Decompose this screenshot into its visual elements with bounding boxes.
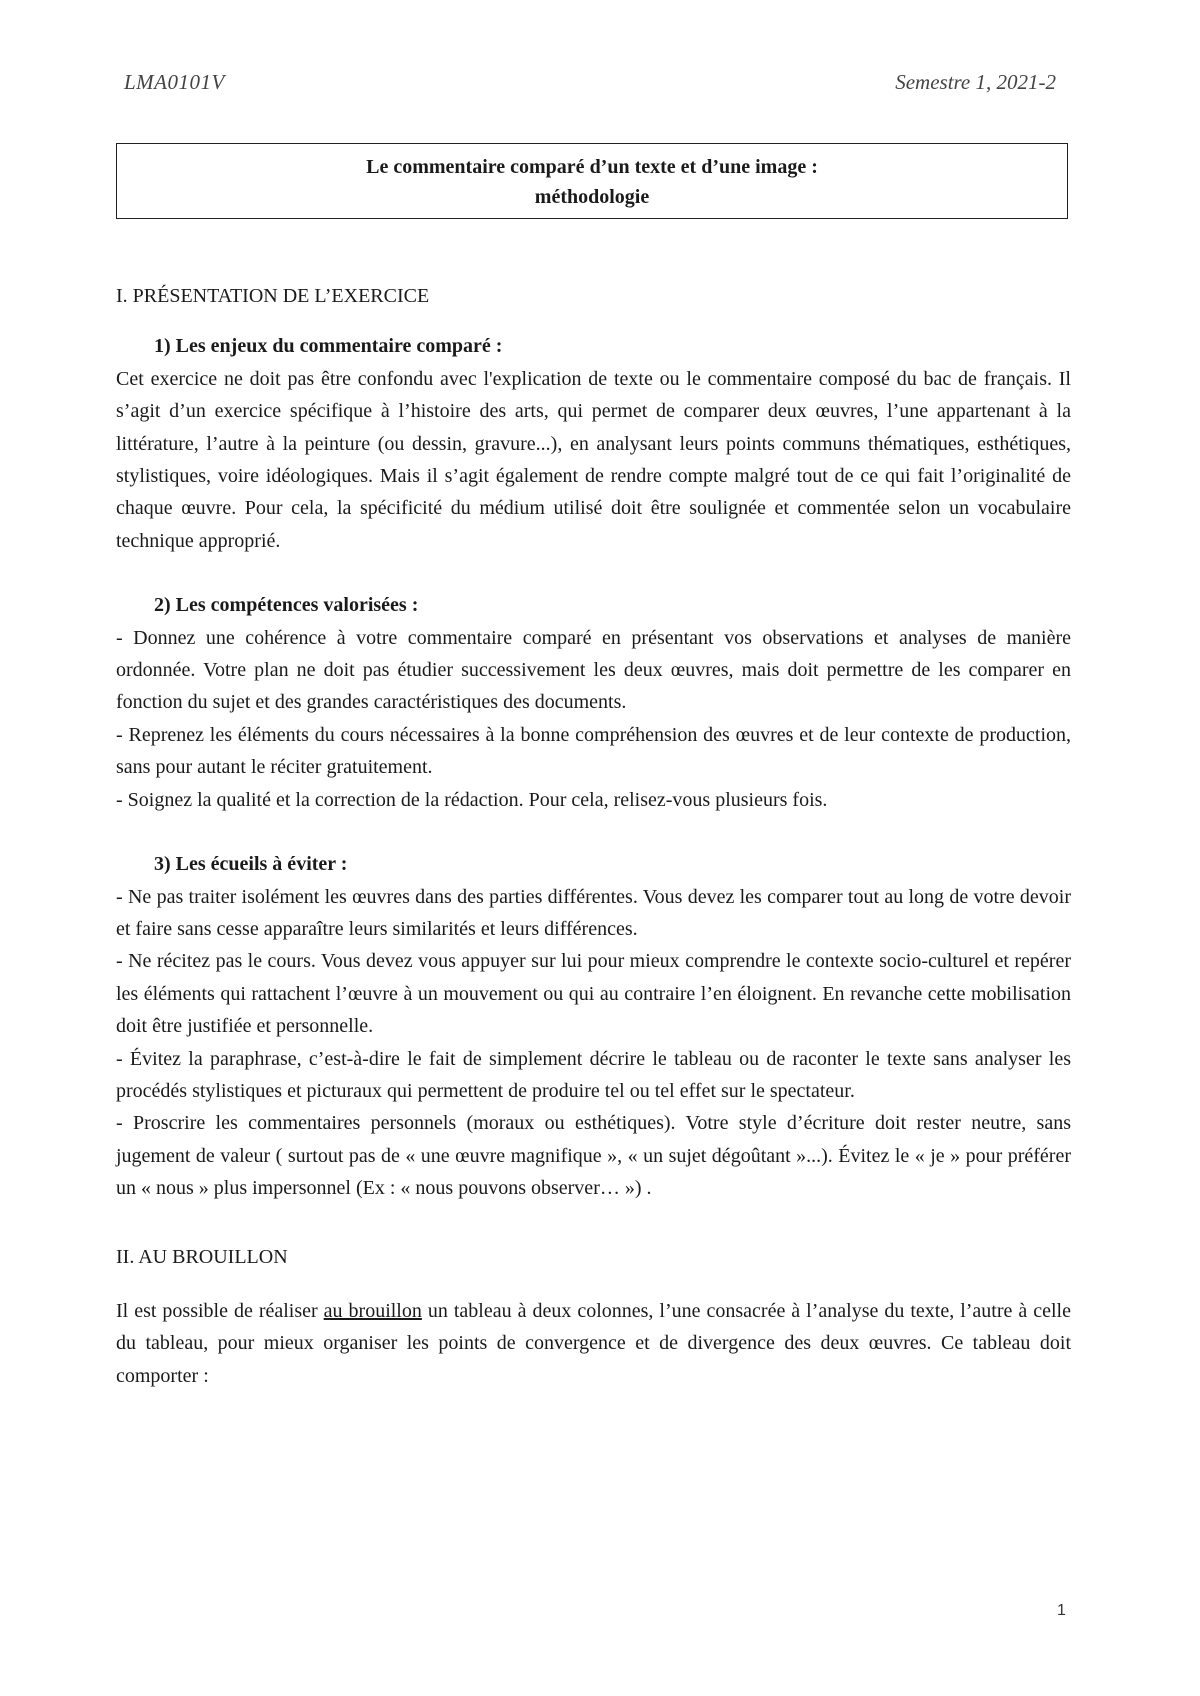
sub2-item: - Reprenez les éléments du cours nécessaires à la bonne compréhension des œuvres et de leur contexte de production, sans pour autant le réciter gratuitement. xyxy=(116,723,1071,779)
document-title-box xyxy=(116,143,1068,219)
sub3-item: - Ne pas traiter isolément les œuvres dans des parties différentes. Vous devez les comparer tout au long de votre devoir et faire sans cesse apparaître leurs similarités et leurs différences. xyxy=(116,885,1071,940)
document-title-line2: méthodologie xyxy=(534,186,650,208)
sub2-item: - Soignez la qualité et la correction de la rédaction. Pour cela, relisez-vous plusieurs fois. xyxy=(116,788,828,811)
sub3-item: - Proscrire les commentaires personnels (moraux ou esthétiques). Votre style d’écriture doit rester neutre, sans jugement de valeur ( surtout pas de « une œuvre magnifique », « un sujet dégoûtant »...). Évitez le « je » pour préférer un « nous » plus impersonnel (Ex : « nous pouvons observer… ») . xyxy=(116,1112,1071,1200)
sub3-heading: 3) Les écueils à éviter : xyxy=(154,853,348,876)
document-body xyxy=(116,280,1071,1392)
sub3-item: - Ne récitez pas le cours. Vous devez vous appuyer sur lui pour mieux comprendre le contexte socio-culturel et repérer les éléments qui rattachent l’œuvre à un mouvement ou qui au contraire l’en éloignent. En revanche cette mobilisation doit être justifiée et personnelle. xyxy=(116,950,1071,1038)
section2-paragraph xyxy=(116,1295,1071,1392)
document-title-line1: Le commentaire comparé d’un texte et d’une image : xyxy=(366,156,818,178)
page-number: 1 xyxy=(1057,1602,1066,1619)
semester-label: Semestre 1, 2021-2 xyxy=(895,70,1056,94)
section2-text-after: un tableau à deux colonnes, l’une consacrée à l’analyse du texte, l’autre à celle du tableau, pour mieux organiser les points de convergence et de divergence des deux œuvres. Ce tableau doit comporter : xyxy=(116,1299,1071,1387)
section1-heading: I. PRÉSENTATION DE L’EXERCICE xyxy=(116,285,430,307)
sub2-item: - Donnez une cohérence à votre commentaire comparé en présentant vos observations et analyses de manière ordonnée. Votre plan ne doit pas étudier successivement les deux œuvres, mais doit permettre de les comparer en fonction du sujet et des grandes caractéristiques des documents. xyxy=(116,626,1071,714)
brouillon-underlined-text: au brouillon xyxy=(323,1299,422,1322)
course-code: LMA0101V xyxy=(124,70,225,94)
sub2-heading: 2) Les compétences valorisées : xyxy=(154,594,419,617)
sub1-paragraph: Cet exercice ne doit pas être confondu avec l'explication de texte ou le commentaire composé du bac de français. Il s’agit d’un exercice spécifique à l’histoire des arts, qui permet de comparer deux œuvres, l’une appartenant à la littérature, l’autre à la peinture (ou dessin, gravure...), en analysant leurs points communs thématiques, esthétiques, stylistiques, voire idéologiques. Mais il s’agit également de rendre compte malgré tout de ce qui fait l’originalité de chaque œuvre. Pour cela, la spécificité du médium utilisé doit être soulignée et commentée selon un vocabulaire technique approprié. xyxy=(116,367,1071,552)
section2-heading: II. AU BROUILLON xyxy=(116,1245,288,1268)
section2-text-before: Il est possible de réaliser xyxy=(116,1299,324,1322)
sub1-heading: 1) Les enjeux du commentaire comparé : xyxy=(154,335,503,358)
sub3-item: - Évitez la paraphrase, c’est-à-dire le fait de simplement décrire le tableau ou de raconter le texte sans analyser les procédés stylistiques et picturaux qui permettent de produire tel ou tel effet sur le spectateur. xyxy=(116,1047,1071,1102)
